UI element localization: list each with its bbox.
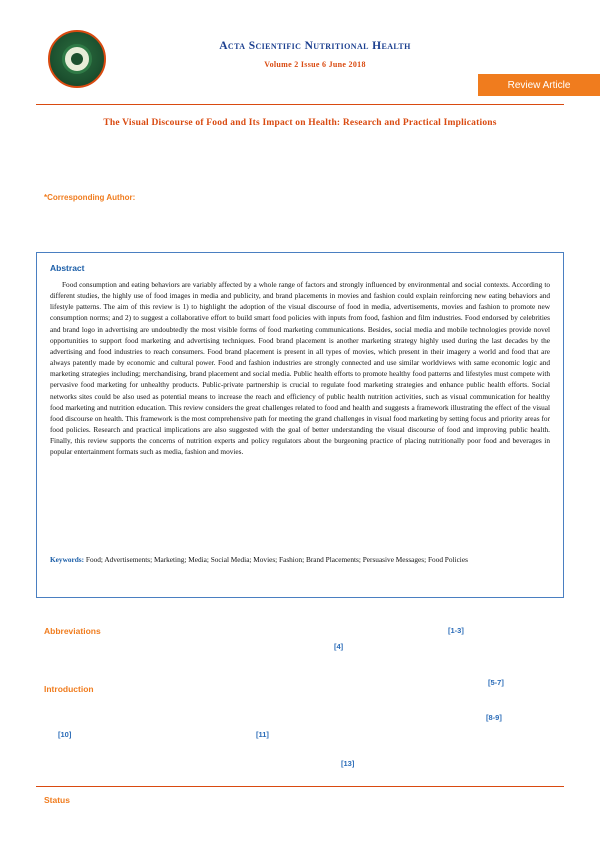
journal-title: Acta Scientific Nutritional Health [219,40,411,52]
masthead [0,0,600,105]
emblem-core [71,53,83,65]
abstract-paragraph: Food consumption and eating behaviors are variably affected by a whole range of factors and strongly influenced by environmental and social contexts. According to different studies, the highly use of food images in media and publicity, and brand placements in movies and fashion could explain reinforcing new eating behaviors and lifestyle patterns. The aim of this review is 1) to highlight the adoption of the visual discourse of food in media, advertisements, movies and fashion to promote new consumption norms; and 2) to suggest a collaborative effort to build smart food policies with inputs from food, fashion and film industries. Food endorsed by celebrities and brand logo in advertising are undoubtedly the most visible forms of food marketing communications. Besides, social media and mobile technologies provide novel opportunities to support food marketing and advertising techniques. Food brand placement is another marketing strategy highly used during the last decades by the advertising and food industries to reach consumers. Food brand placement is present in all types of movies, which present in their imagery a world and food that are always patently made by economic and cultural power. Food and fashion industries are strongly connected and use similar worldviews with same economic logic and marketing strategies including; merchandising, brand placement and social media. Public health efforts to promote healthy food patterns and lifestyles must compete with pervasive food marketing for unhealthy products. Public-private partnership is crucial to regulate food marketing strategies and enhance public health efforts. Social networks sites could be also used as potential means to increase the reach and efficiency of public health nutrition activities, such as visual communication for healthy food marketing and nutrition education. This review considers the great challenges related to food and health and suggests a framework illustrating the effect of the visual food discourse on health. This framework is the most comprehensive path for meeting the grand challenges in visual food marketing by setting focus and priority areas for food policies. Research and practical implications are also suggested with the goal of better understanding the visual discourse of food and improving public health. Finally, this review supports the concerns of nutrition experts and policy regulators about the burgeoning practice of placing nutritionally poor food and beverages in popular entertainment formats such as media, fashion and movies. [50,280,550,457]
citation-link[interactable]: [13] [341,759,355,768]
citation-link[interactable]: [10] [58,730,72,739]
header-divider [36,104,564,105]
abstract-heading: Abstract [50,263,85,273]
section-heading-introduction: Introduction [44,684,94,694]
section-heading-abbreviations: Abbreviations [44,626,101,636]
citation-link[interactable]: [8-9] [486,713,502,722]
keywords-label: Keywords: [50,555,85,564]
corresponding-author-label: *Corresponding Author: [44,193,136,202]
article-type-badge: Review Article [478,74,600,96]
journal-emblem-icon [48,30,106,88]
keywords-line [50,554,550,565]
section-heading-status: Status [44,795,70,805]
citation-link[interactable]: [1-3] [448,626,464,635]
footer-divider [36,786,564,787]
journal-issue-line: Volume 2 Issue 6 June 2018 [264,60,366,69]
emblem-inner-ring [62,44,92,74]
citation-link[interactable]: [4] [334,642,344,651]
citation-link[interactable]: [5-7] [488,678,504,687]
keywords-text: Food; Advertisements; Marketing; Media; Social Media; Movies; Fashion; Brand Placements; Persuasive Messages; Food Policies [84,555,468,564]
citation-link[interactable]: [11] [256,730,269,739]
page-title: The Visual Discourse of Food and Its Impact on Health: Research and Practical Implications [103,118,497,128]
abstract-text [50,279,550,458]
